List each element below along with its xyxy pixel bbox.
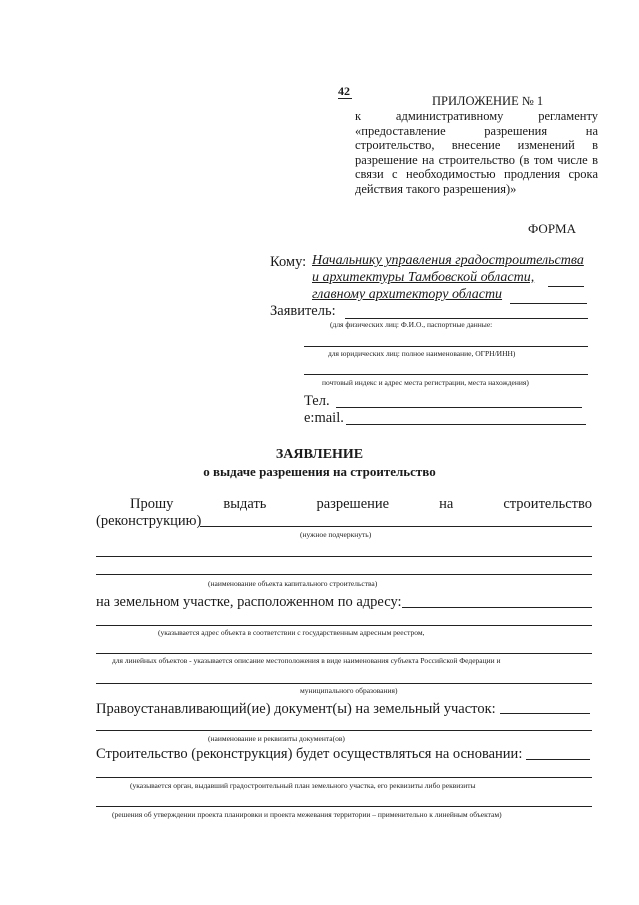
regulation-line: связи с необходимостью продления срока bbox=[355, 167, 598, 181]
document-subtitle: о выдаче разрешения на строительство bbox=[203, 464, 436, 479]
title-docs-field[interactable] bbox=[500, 713, 590, 714]
regulation-line: разрешение на строительство (в том числе в bbox=[355, 152, 598, 167]
document-title: ЗАЯВЛЕНИЕ bbox=[275, 447, 364, 462]
request-hint-underline: (нужное подчеркнуть) bbox=[300, 530, 372, 539]
appendix-title: ПРИЛОЖЕНИЕ № 1 bbox=[432, 94, 544, 108]
request-word: на bbox=[439, 496, 454, 512]
regulation-reference bbox=[355, 109, 598, 196]
basis-field[interactable] bbox=[96, 806, 592, 807]
email-field[interactable] bbox=[346, 424, 586, 425]
regulation-line: к административному регламенту bbox=[355, 109, 598, 123]
applicant-field[interactable] bbox=[345, 318, 588, 319]
email-label: e:mail. bbox=[304, 410, 344, 426]
request-type-field[interactable] bbox=[200, 526, 592, 527]
recipient-line: Начальнику управления градостроительства bbox=[312, 253, 584, 268]
request-word: выдать bbox=[223, 496, 267, 512]
page-number: 42 bbox=[338, 84, 350, 98]
request-word: Прошу bbox=[130, 496, 174, 512]
title-docs-hint: (наименование и реквизиты документа(ов) bbox=[208, 734, 345, 743]
land-linear-hint: для линейных объектов - указывается описание местоположения в виде наименования субъекта Российской Федерации и bbox=[112, 656, 501, 665]
form-label: ФОРМА bbox=[528, 221, 576, 236]
title-docs-field[interactable] bbox=[96, 730, 592, 731]
phone-label: Тел. bbox=[304, 393, 330, 409]
land-address-label: на земельном участке, расположенном по адресу: bbox=[96, 594, 402, 610]
object-name-field[interactable] bbox=[96, 556, 592, 557]
land-location-field[interactable] bbox=[96, 653, 592, 654]
land-address-hint: (указывается адрес объекта в соответствии с государственным адресным реестром, bbox=[158, 628, 425, 637]
recipient-label: Кому: bbox=[270, 254, 307, 270]
object-name-field[interactable] bbox=[96, 574, 592, 575]
applicant-hint-individual: (для физических лиц: Ф.И.О., паспортные данные: bbox=[330, 320, 493, 329]
basis-field[interactable] bbox=[526, 759, 590, 760]
recipient-line: и архитектуры Тамбовской области, bbox=[312, 270, 535, 285]
applicant-hint-address: почтовый индекс и адрес места регистрации, места нахождения) bbox=[322, 378, 529, 387]
request-line bbox=[130, 496, 592, 513]
applicant-hint-legal: для юридических лиц: полное наименование, ОГРН/ИНН) bbox=[328, 349, 516, 358]
basis-label: Строительство (реконструкция) будет осуществляться на основании: bbox=[96, 746, 523, 762]
title-docs-label: Правоустанавливающий(ие) документ(ы) на земельный участок: bbox=[96, 701, 496, 717]
applicant-address-field[interactable] bbox=[304, 374, 588, 375]
basis-field[interactable] bbox=[96, 777, 592, 778]
basis-hint-1: (указывается орган, выдавший градостроительный план земельного участка, его реквизиты либо реквизиты bbox=[130, 781, 476, 790]
phone-field[interactable] bbox=[336, 407, 582, 408]
land-address-field[interactable] bbox=[402, 607, 592, 608]
recipient-underline bbox=[548, 286, 584, 287]
applicant-field[interactable] bbox=[304, 346, 588, 347]
land-location-field[interactable] bbox=[96, 683, 592, 684]
land-address-field[interactable] bbox=[96, 625, 592, 626]
recipient-underline bbox=[510, 303, 587, 304]
object-name-hint: (наименование объекта капитального строительства) bbox=[208, 579, 378, 588]
request-word: строительство bbox=[503, 496, 592, 512]
applicant-label: Заявитель: bbox=[270, 303, 336, 319]
request-reconstruction: (реконструкцию) bbox=[96, 513, 202, 529]
land-municipality-hint: муниципального образования) bbox=[300, 686, 398, 695]
request-word: разрешение bbox=[316, 496, 390, 512]
regulation-line: действия такого разрешения)» bbox=[355, 181, 517, 196]
basis-hint-2: (решения об утверждении проекта планировки и проекта межевания территории – применительно к линейным объектам) bbox=[112, 810, 502, 819]
regulation-line: строительство, внесение изменений в bbox=[355, 138, 598, 152]
regulation-line: «предоставление разрешения на bbox=[355, 123, 598, 138]
recipient-line: главному архитектору области bbox=[312, 287, 503, 302]
